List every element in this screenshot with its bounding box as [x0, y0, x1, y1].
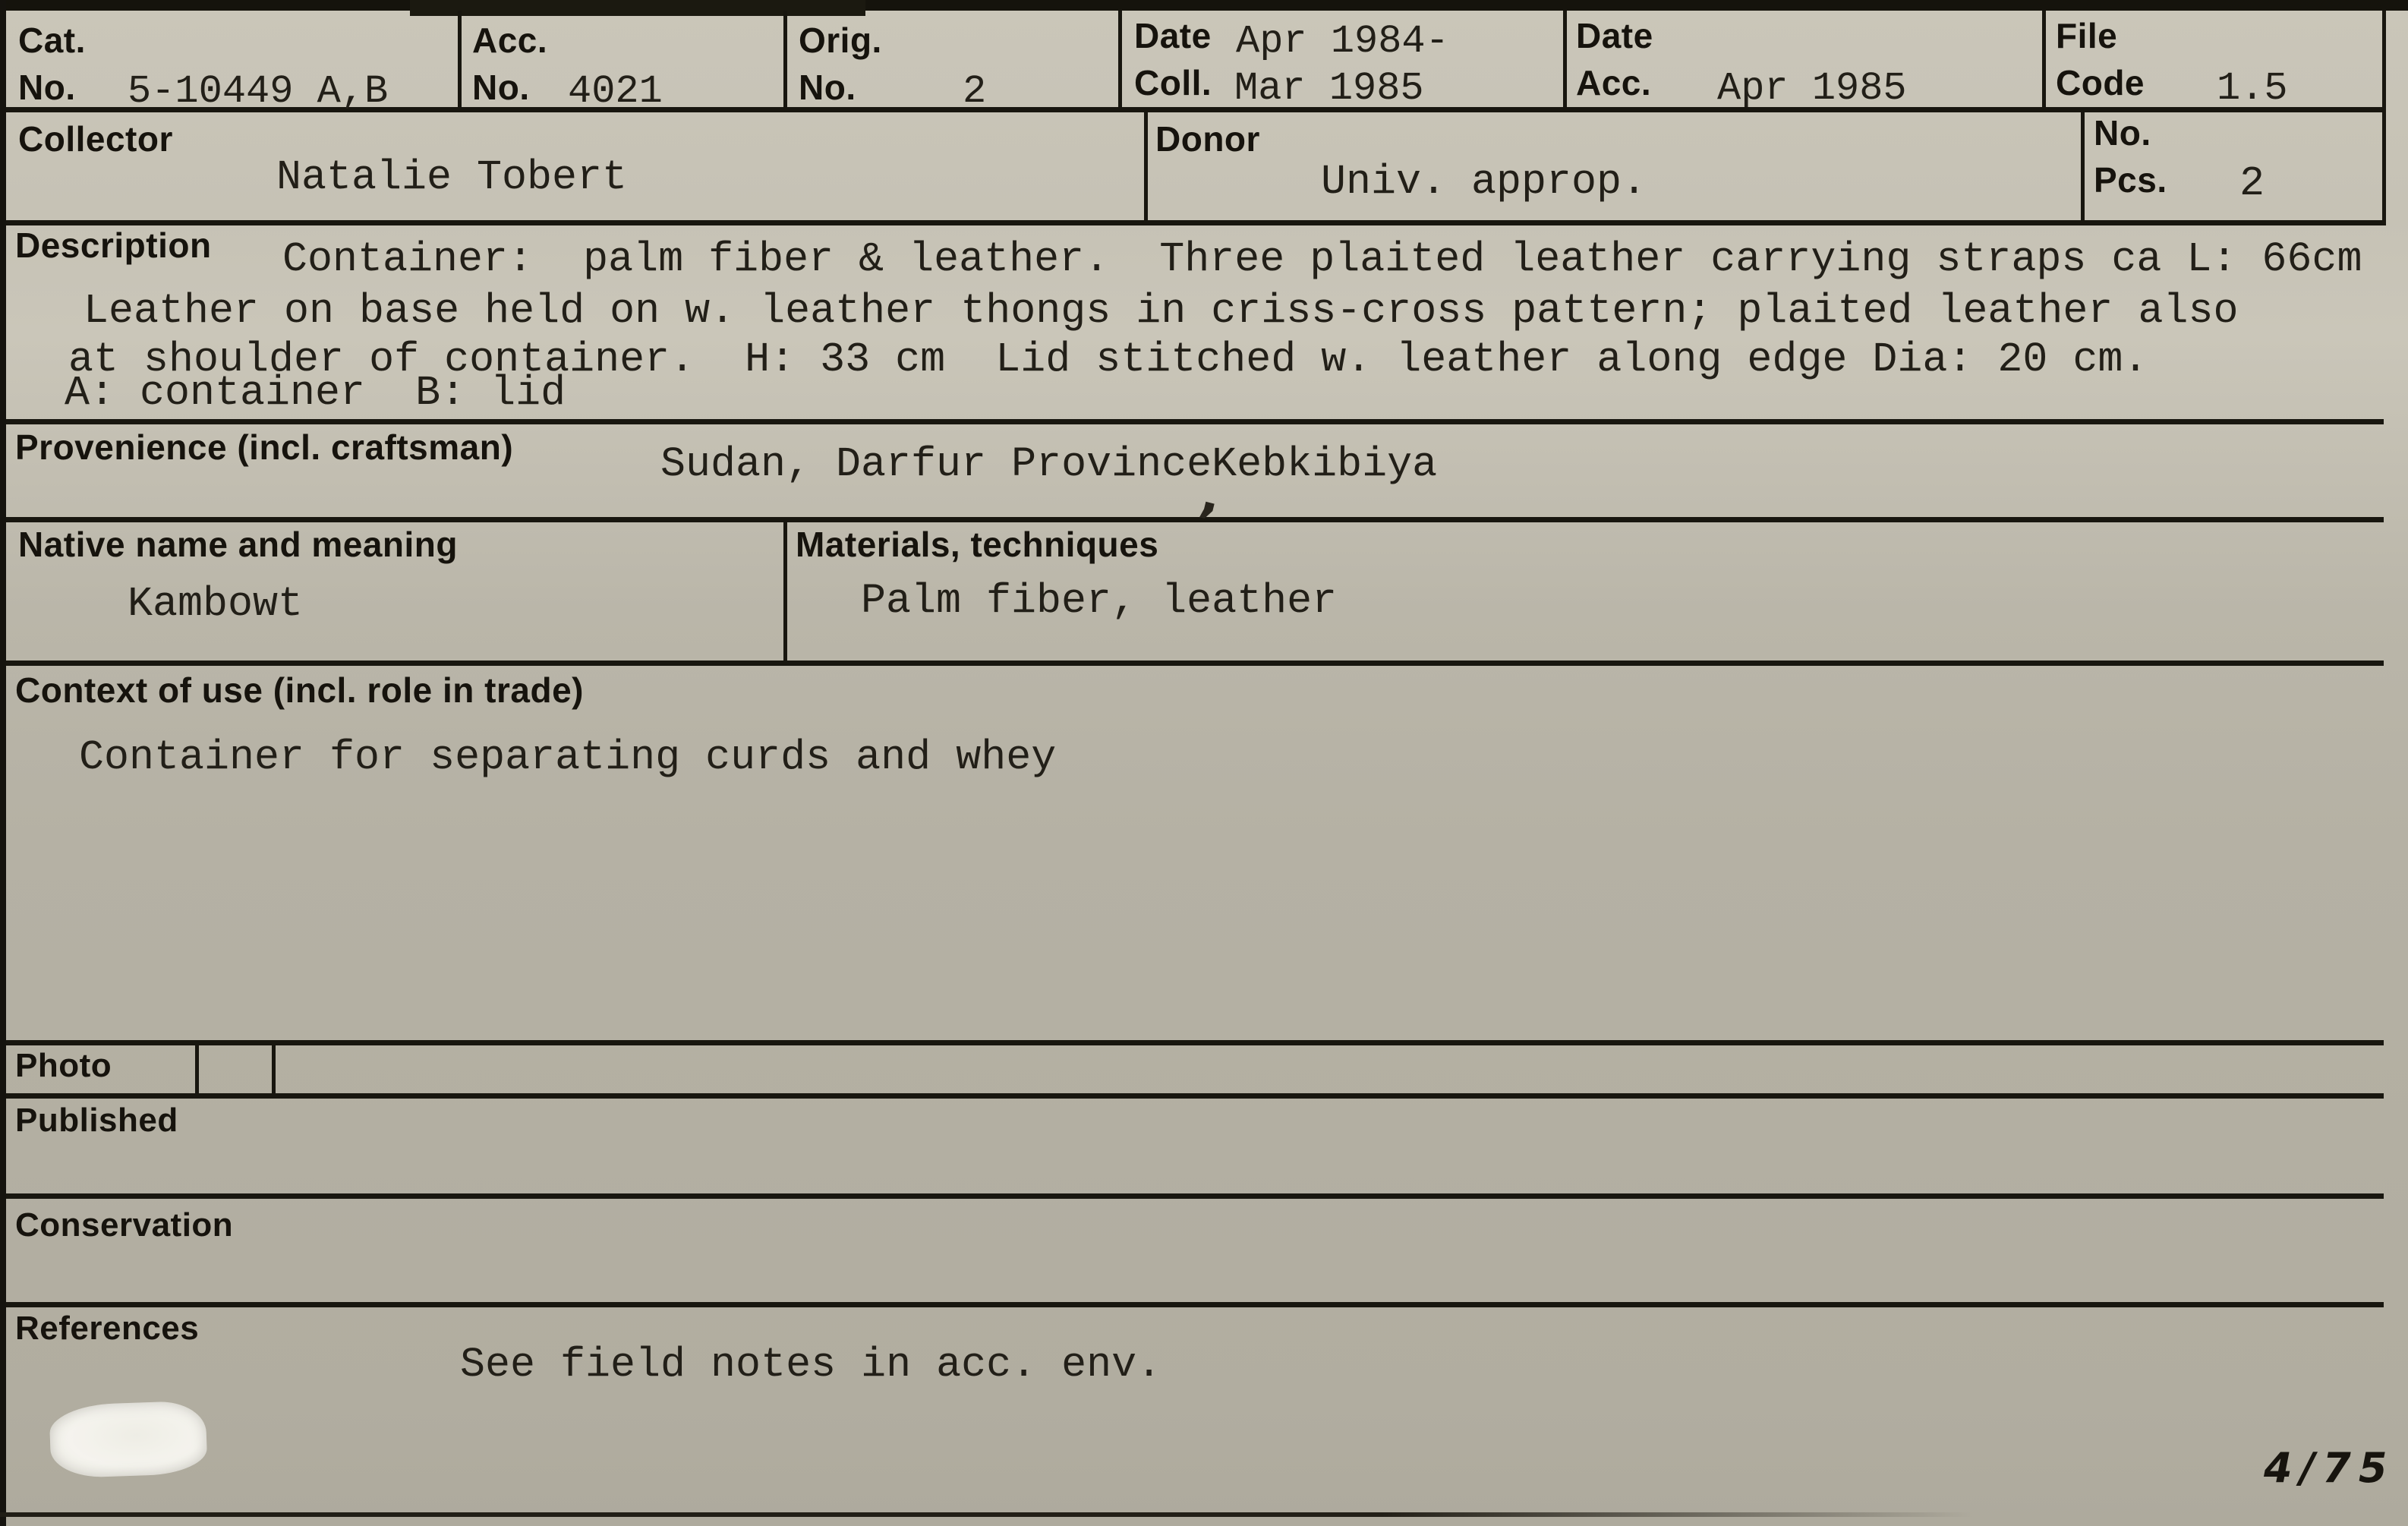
divider-cat-acc	[458, 11, 462, 112]
native-name-value: Kambowt	[128, 580, 304, 628]
references-label: References	[15, 1310, 200, 1347]
rule-below-provenience	[6, 517, 2384, 522]
description-line-1: Container: palm fiber & leather. Three plaited leather carrying straps ca L: 66cm	[282, 235, 2362, 283]
divider-donor-pcs	[2081, 107, 2085, 225]
acc-no-label: No.	[472, 68, 530, 107]
card-top-edge	[0, 0, 2408, 11]
file-code-value: 1.5	[2217, 66, 2288, 111]
whiteout-correction-mark	[49, 1400, 207, 1478]
divider-photo-2	[272, 1040, 276, 1099]
date-coll-label: Date	[1134, 16, 1212, 55]
published-label: Published	[15, 1102, 178, 1139]
references-value: See field notes in acc. env.	[460, 1341, 1162, 1389]
date-acc-label-2: Acc.	[1576, 63, 1652, 102]
rule-above-photo	[6, 1040, 2384, 1045]
conservation-label: Conservation	[15, 1206, 234, 1244]
donor-label: Donor	[1155, 119, 1260, 159]
date-acc-value: Apr 1985	[1717, 66, 1907, 111]
pcs-label: Pcs.	[2094, 160, 2167, 200]
divider-datecoll-dateacc	[1563, 11, 1567, 112]
file-code-label: File	[2056, 16, 2118, 55]
description-label: Description	[15, 225, 212, 265]
date-coll-value-2: Mar 1985	[1234, 66, 1424, 111]
card-right-rule	[2382, 11, 2386, 225]
divider-photo-1	[195, 1040, 199, 1099]
card-top-edge-smudge	[410, 0, 865, 16]
handwritten-comma-insert: ,	[1196, 465, 1229, 526]
cat-no-label: No.	[18, 68, 76, 107]
card-bottom-edge	[0, 1512, 1974, 1517]
context-value: Container for separating curds and whey	[79, 733, 1057, 781]
rule-below-conservation	[6, 1302, 2384, 1307]
date-coll-label-2: Coll.	[1134, 63, 1212, 102]
acc-no-value: 4021	[568, 69, 663, 114]
orig-no-value: 2	[963, 69, 987, 114]
cat-no-value: 5-10449 A,B	[128, 69, 389, 114]
orig-no-label: No.	[799, 68, 856, 107]
provenience-value-b: Kebkibiya	[1212, 440, 1438, 488]
cat-label: Cat.	[18, 20, 86, 60]
collector-label: Collector	[18, 119, 173, 159]
rule-below-row2	[6, 220, 2384, 225]
provenience-value-a: Sudan, Darfur Province	[660, 440, 1212, 488]
collector-value: Natalie Tobert	[276, 153, 628, 201]
file-code-label-2: Code	[2056, 63, 2145, 102]
acc-label: Acc.	[472, 20, 548, 60]
divider-nativename-materials	[783, 517, 787, 666]
photo-label: Photo	[15, 1047, 112, 1084]
rule-below-published	[6, 1193, 2384, 1199]
date-acc-label: Date	[1576, 16, 1653, 55]
date-coll-value-1: Apr 1984-	[1236, 19, 1449, 64]
pcs-value: 2	[2239, 159, 2265, 207]
divider-collector-donor	[1144, 107, 1148, 225]
rule-below-description	[6, 419, 2384, 424]
description-line-4: A: container B: lid	[65, 369, 566, 417]
card-left-edge	[0, 0, 6, 1526]
divider-acc-orig	[783, 11, 787, 112]
description-line-3: at shoulder of container. H: 33 cm Lid stitched w. leather along edge Dia: 20 cm.	[68, 336, 2148, 383]
divider-dateacc-filecode	[2042, 11, 2046, 112]
donor-value: Univ. approp.	[1321, 158, 1647, 206]
description-line-2: Leather on base held on w. leather thongs in criss-cross pattern; plaited leather also	[84, 287, 2239, 335]
rule-below-photo	[6, 1093, 2384, 1099]
divider-orig-datecoll	[1118, 11, 1122, 112]
provenience-value	[660, 442, 1437, 488]
context-label: Context of use (incl. role in trade)	[15, 670, 584, 710]
provenience-label: Provenience (incl. craftsman)	[15, 427, 514, 467]
form-number: 4/75	[2264, 1444, 2395, 1492]
pcs-no-label: No.	[2094, 113, 2151, 153]
rule-below-native-name	[6, 661, 2384, 666]
native-name-label: Native name and meaning	[18, 525, 458, 564]
orig-label: Orig.	[799, 20, 882, 60]
materials-label: Materials, techniques	[796, 525, 1159, 564]
materials-value: Palm fiber, leather	[861, 577, 1338, 625]
